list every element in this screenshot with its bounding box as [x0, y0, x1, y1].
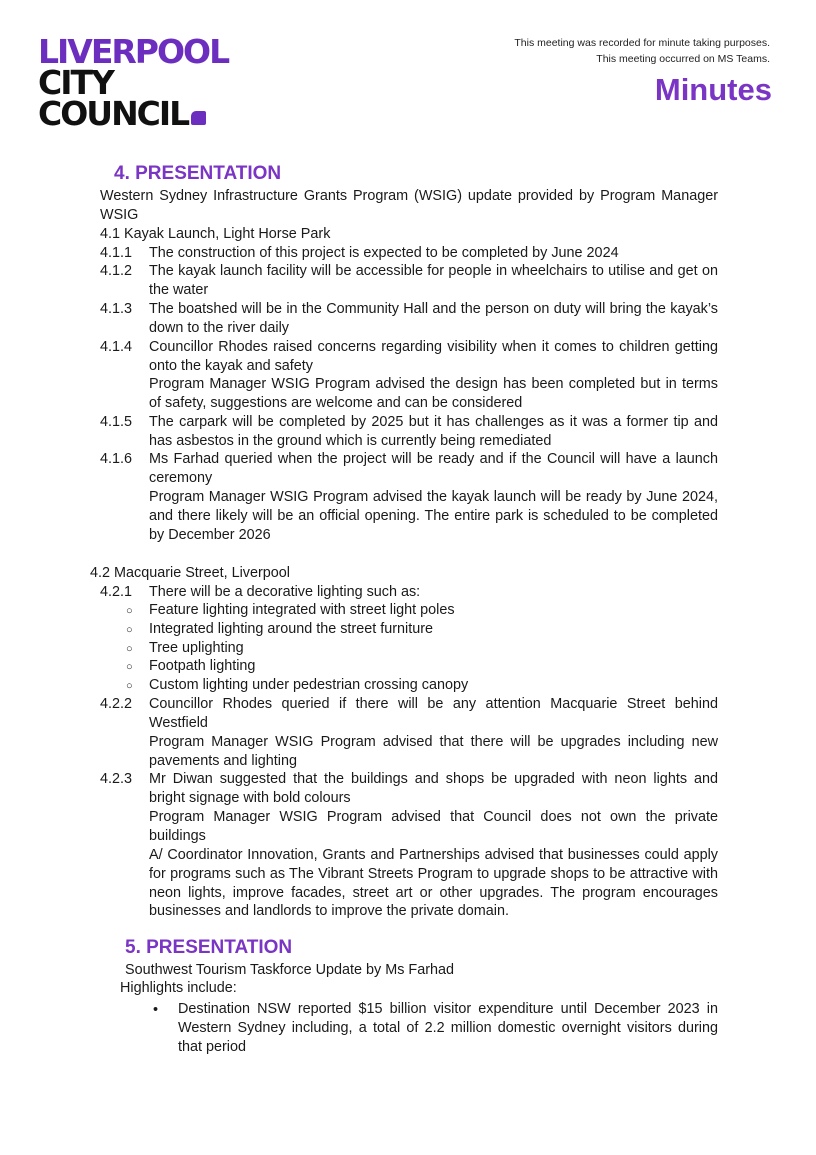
- item-number: 4.1.1: [100, 245, 133, 261]
- list-bullet-icon: ○: [126, 624, 133, 636]
- item-number: 4.1.3: [100, 301, 133, 317]
- logo-mark-icon: [191, 111, 206, 125]
- highlight-item: Destination NSW reported $15 billion visitor expenditure until December 2023 in Western Sydney including, a total of 2.2 million domestic overnight visitors during that period: [178, 1001, 718, 1055]
- section-4-intro: Western Sydney Infrastructure Grants Program (WSIG) update provided by Program Manager WSIG: [100, 188, 718, 223]
- item-followup: Program Manager WSIG Program advised the kayak launch will be ready by June 2024, and there likely will be an official opening. The entire park is scheduled to be completed by December 2026: [149, 489, 718, 543]
- item-text: There will be a decorative lighting such as:: [149, 584, 421, 600]
- item-number: 4.1.6: [100, 451, 133, 467]
- item-number: 4.1.2: [100, 263, 133, 279]
- bullet-icon: •: [153, 1002, 159, 1018]
- subsection-42-title: 4.2 Macquarie Street, Liverpool: [90, 565, 290, 581]
- logo-line-1: LIVERPOOL: [38, 32, 229, 71]
- list-item: Tree uplighting: [149, 640, 244, 656]
- item-text: The boatshed will be in the Community Hall and the person on duty will bring the kayak’s down to the river daily: [149, 301, 718, 336]
- council-logo: [38, 32, 229, 133]
- item-followup-2: A/ Coordinator Innovation, Grants and Partnerships advised that businesses could apply for programs such as The Vibrant Streets Program to upgrade shops to be attractive with neon lights, improve facades, street art or other upgrades. The program encourages businesses and landlords to improve the private domain.: [149, 847, 718, 920]
- list-bullet-icon: ○: [126, 661, 133, 673]
- list-bullet-icon: ○: [126, 680, 133, 692]
- list-item: Custom lighting under pedestrian crossing canopy: [149, 677, 469, 693]
- subsection-41-title: 4.1 Kayak Launch, Light Horse Park: [100, 226, 331, 242]
- item-number: 4.2.1: [100, 584, 133, 600]
- item-followup: Program Manager WSIG Program advised that there will be upgrades including new pavements and lighting: [149, 734, 718, 769]
- list-item: Integrated lighting around the street furniture: [149, 621, 433, 637]
- list-bullet-icon: ○: [126, 605, 133, 617]
- highlights-label: Highlights include:: [120, 980, 237, 996]
- item-text: Mr Diwan suggested that the buildings and shops be upgraded with neon lights and bright signage with bold colours: [149, 771, 718, 806]
- section-5-title: 5. PRESENTATION: [125, 937, 293, 958]
- item-followup: Program Manager WSIG Program advised the design has been completed but in terms of safety, suggestions are welcome and can be considered: [149, 376, 718, 411]
- logo-line-2: CITY: [38, 63, 113, 102]
- recording-note: This meeting was recorded for minute taking purposes.: [514, 37, 770, 49]
- teams-note: This meeting occurred on MS Teams.: [596, 53, 770, 65]
- list-item: Feature lighting integrated with street light poles: [149, 602, 455, 618]
- item-text: Ms Farhad queried when the project will be ready and if the Council will have a launch ceremony: [149, 451, 718, 486]
- document-title: Minutes: [654, 72, 772, 107]
- list-item: Footpath lighting: [149, 658, 256, 674]
- list-bullet-icon: ○: [126, 643, 133, 655]
- section-5-intro: Southwest Tourism Taskforce Update by Ms Farhad: [125, 962, 455, 978]
- logo-line-3-text: COUNCIL: [38, 94, 189, 133]
- logo-line-3: [38, 94, 228, 133]
- item-text: The carpark will be completed by 2025 but it has challenges as it was a former tip and has asbestos in the ground which is currently being remediated: [149, 414, 718, 449]
- item-number: 4.1.5: [100, 414, 133, 430]
- item-text: The kayak launch facility will be accessible for people in wheelchairs to utilise and get on the water: [149, 263, 718, 298]
- item-followup: Program Manager WSIG Program advised that Council does not own the private buildings: [149, 809, 718, 844]
- section-4-title: 4. PRESENTATION: [114, 163, 282, 184]
- item-text: The construction of this project is expected to be completed by June 2024: [149, 245, 619, 261]
- item-number: 4.1.4: [100, 339, 133, 355]
- item-number: 4.2.3: [100, 771, 133, 787]
- item-text: Councillor Rhodes raised concerns regarding visibility when it comes to children getting onto the kayak and safety: [149, 339, 718, 374]
- item-text: Councillor Rhodes queried if there will be any attention Macquarie Street behind Westfield: [149, 696, 718, 731]
- item-number: 4.2.2: [100, 696, 133, 712]
